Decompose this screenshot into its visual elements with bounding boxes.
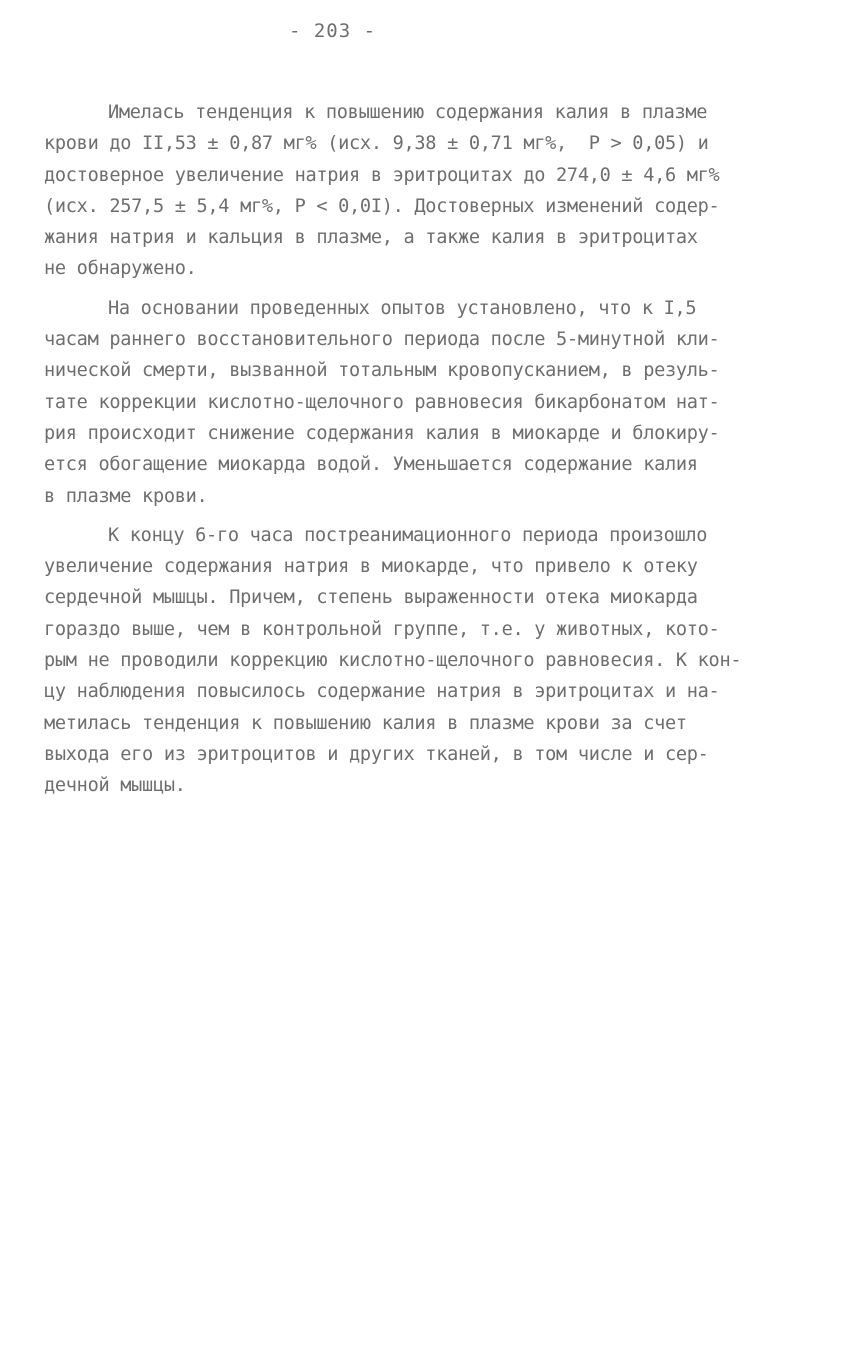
text-line: (исх. 257,5 ± 5,4 мг%, P < 0,0I). Достоверных изменений содер- — [44, 195, 720, 217]
text-line: часам раннего восстановительного периода после 5-минутной кли- — [44, 329, 720, 351]
text-line: цу наблюдения повысилось содержание натрия в эритроцитах и на- — [44, 681, 720, 703]
text-line: в плазме крови. — [44, 485, 208, 507]
body-text — [44, 97, 784, 810]
text-line: не обнаружено. — [44, 258, 197, 280]
text-line: крови до II,53 ± 0,87 мг% (исх. 9,38 ± 0,71 мг%, P > 0,05) и — [44, 133, 709, 155]
paragraph-2 — [44, 293, 784, 512]
text-line: нической смерти, вызванной тотальным кровопусканием, в резуль- — [44, 360, 720, 382]
text-line: На основании проведенных опытов установлено, что к I,5 — [108, 297, 697, 319]
text-line: рым не проводили коррекцию кислотно-щелочного равновесия. К кон- — [44, 650, 742, 672]
text-line: достоверное увеличение натрия в эритроцитах до 274,0 ± 4,6 мг% — [44, 164, 720, 186]
paragraph-3 — [44, 520, 784, 802]
text-line: Имелась тенденция к повышению содержания калия в плазме — [108, 102, 708, 123]
text-line: сердечной мышцы. Причем, степень выраженности отека миокарда — [44, 587, 698, 609]
paragraph-1 — [44, 97, 784, 285]
page-number: - 203 - — [288, 20, 377, 42]
text-line: ется обогащение миокарда водой. Уменьшается содержание калия — [44, 454, 698, 476]
text-line: жания натрия и кальция в плазме, а также калия в эритроцитах — [44, 227, 698, 249]
text-line: выхода его из эритроцитов и других тканей, в том числе и сер- — [44, 743, 709, 765]
text-line: тате коррекции кислотно-щелочного равновесия бикарбонатом нат- — [44, 391, 720, 413]
text-line: К концу 6-го часа постреанимационного периода произошло — [108, 524, 708, 546]
text-line: увеличение содержания натрия в миокарде, что привело к отеку — [44, 556, 698, 578]
text-line: рия происходит снижение содержания калия в миокарде и блокиру- — [44, 422, 720, 444]
text-line: метилась тенденция к повышению калия в плазме крови за счет — [44, 712, 687, 734]
text-line: дечной мышцы. — [44, 775, 186, 797]
text-line: гораздо выше, чем в контрольной группе, т.е. у животных, кото- — [44, 618, 720, 640]
